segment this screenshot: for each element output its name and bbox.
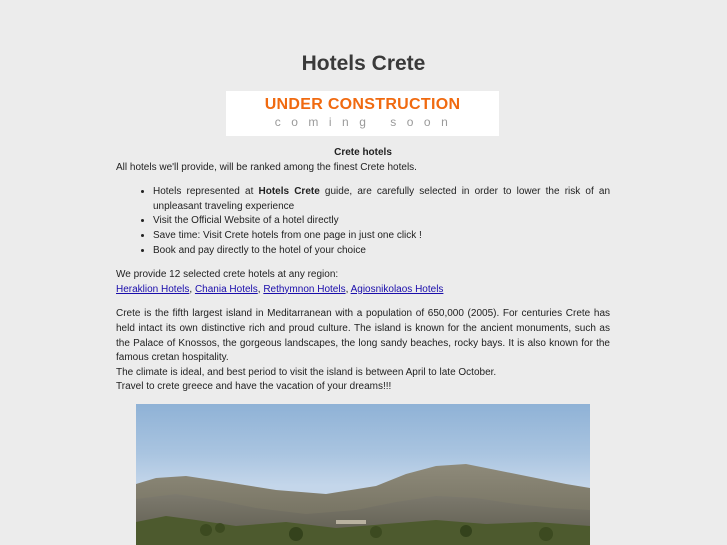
about-crete-paragraph: Crete is the fifth largest island in Meditarranean with a population of 650,000 (2005). For centuries Crete has held intact its own distinctive rich and proud culture. The island is known for the ancient monuments, such as the Palace of Knossos, the gorgeous landscapes, the long sandy beaches, rocky bays. It is also known for the famous cretan hospitality.	[116, 308, 610, 364]
under-construction-banner	[226, 91, 499, 136]
bullet-text: Book and pay directly to the hotel of your choice	[153, 244, 366, 256]
bullet-text: Visit the Official Website of a hotel directly	[153, 215, 339, 227]
separator: ,	[345, 283, 351, 295]
banner-headline: UNDER CONSTRUCTION	[264, 96, 461, 113]
intro-text: All hotels we'll provide, will be ranked among the finest Crete hotels.	[116, 161, 417, 173]
list-item	[153, 214, 610, 229]
separator: ,	[189, 283, 195, 295]
link-agiosnikolaos-hotels[interactable]: Agiosnikolaos Hotels	[350, 283, 444, 295]
travel-text: Travel to crete greece and have the vacation of your dreams!!!	[116, 381, 392, 393]
link-heraklion-hotels[interactable]: Heraklion Hotels	[116, 283, 190, 295]
link-chania-hotels[interactable]: Chania Hotels	[194, 283, 258, 295]
bullet-text: Hotels represented at	[153, 186, 259, 198]
link-rethymnon-hotels[interactable]: Rethymnon Hotels	[263, 283, 346, 295]
climate-text: The climate is ideal, and best period to visit the island is between April to late October.	[116, 366, 497, 378]
regions-intro: We provide 12 selected crete hotels at any region:	[116, 269, 339, 281]
list-item	[153, 185, 610, 214]
crete-landscape-photo	[136, 404, 590, 545]
list-item	[153, 244, 610, 259]
banner-subline: coming soon	[274, 115, 459, 129]
about-crete-text	[116, 307, 610, 395]
brand-name: Hotels Crete	[258, 186, 320, 198]
main-content	[116, 146, 610, 395]
section-heading: Crete hotels	[334, 147, 392, 158]
region-links	[116, 283, 610, 298]
page-title: Hotels Crete	[301, 52, 426, 75]
bullet-text: guide, are carefully selected in order to lower the risk of an unpleasant traveling experience	[153, 186, 611, 212]
landscape-image	[136, 404, 590, 545]
features-list	[116, 185, 610, 258]
bullet-text: Save time: Visit Crete hotels from one page in just one click !	[153, 229, 422, 241]
list-item	[153, 229, 610, 244]
separator: ,	[257, 283, 264, 295]
